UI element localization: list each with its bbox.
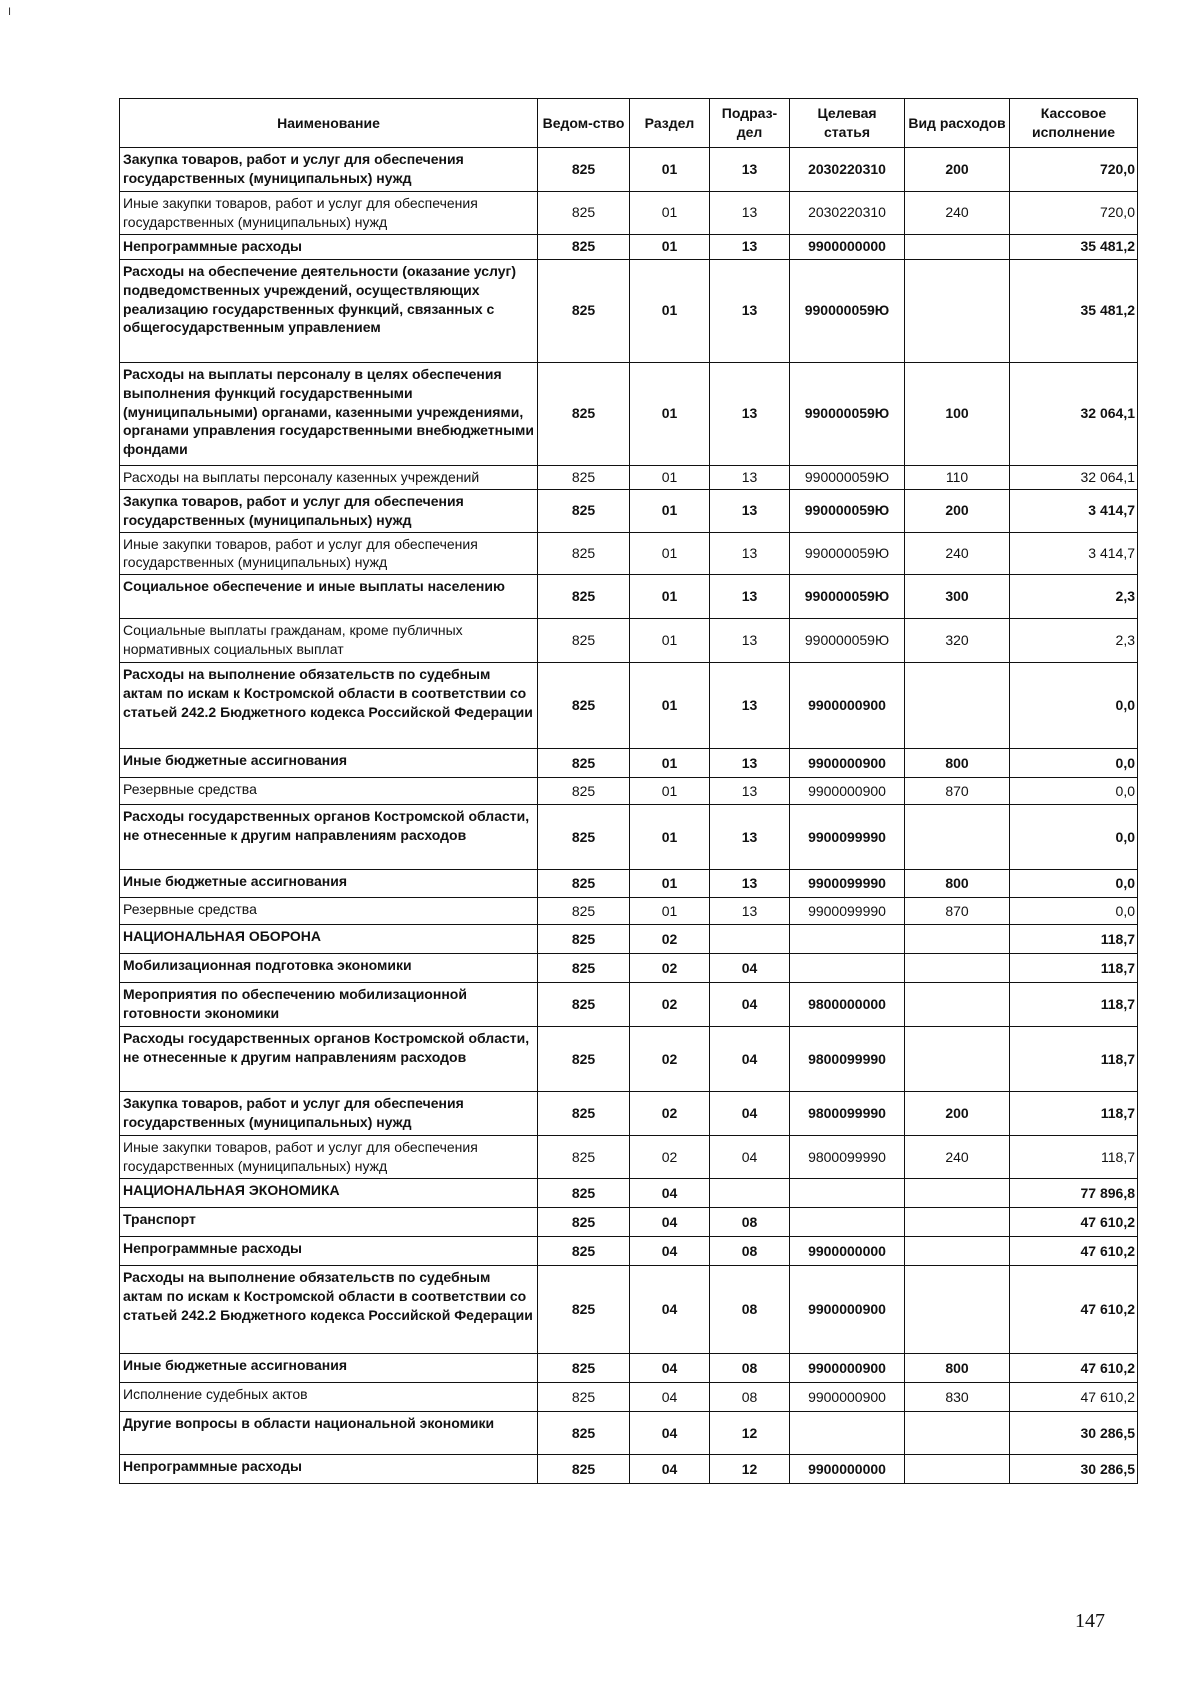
- cell-dept: 825: [538, 575, 630, 619]
- cell-dept: 825: [538, 898, 630, 925]
- cell-kind: 830: [905, 1383, 1010, 1412]
- cell-cash: 47 610,2: [1010, 1208, 1138, 1237]
- cell-kind: 870: [905, 898, 1010, 925]
- cell-section: 01: [630, 259, 710, 362]
- cell-kind: [905, 234, 1010, 259]
- cell-cash: 720,0: [1010, 148, 1138, 192]
- header-target: Целевая статья: [790, 99, 905, 148]
- cell-section: 04: [630, 1412, 710, 1455]
- cell-dept: 825: [538, 954, 630, 983]
- cell-dept: 825: [538, 259, 630, 362]
- table-row: [120, 1412, 1138, 1455]
- cell-cash: 0,0: [1010, 778, 1138, 805]
- cell-cash: 30 286,5: [1010, 1455, 1138, 1484]
- cell-dept: 825: [538, 489, 630, 532]
- cell-subsection: 13: [710, 619, 790, 663]
- cell-dept: 825: [538, 1383, 630, 1412]
- cell-section: 01: [630, 575, 710, 619]
- cell-kind: 300: [905, 575, 1010, 619]
- table-row: [120, 1208, 1138, 1237]
- cell-subsection: 13: [710, 362, 790, 465]
- table-row: [120, 805, 1138, 870]
- cell-target: 9800099990: [790, 1136, 905, 1179]
- cell-dept: 825: [538, 1237, 630, 1266]
- cell-section: 01: [630, 465, 710, 489]
- cell-kind: [905, 1412, 1010, 1455]
- cell-target: 9900000900: [790, 1354, 905, 1383]
- cell-subsection: 13: [710, 465, 790, 489]
- cell-section: 01: [630, 870, 710, 898]
- cell-kind: [905, 1266, 1010, 1354]
- cell-target: 990000059Ю: [790, 489, 905, 532]
- cell-section: 04: [630, 1455, 710, 1484]
- cell-target: [790, 925, 905, 954]
- cell-name: Закупка товаров, работ и услуг для обеспечения государственных (муниципальных) нужд: [120, 489, 538, 532]
- cell-cash: 0,0: [1010, 870, 1138, 898]
- cell-target: 9900000900: [790, 1266, 905, 1354]
- cell-subsection: 08: [710, 1237, 790, 1266]
- cell-cash: 2,3: [1010, 619, 1138, 663]
- cell-name: Иные бюджетные ассигнования: [120, 870, 538, 898]
- cell-name: Расходы на выплаты персоналу казенных учреждений: [120, 465, 538, 489]
- cell-target: [790, 1208, 905, 1237]
- cell-section: 02: [630, 1027, 710, 1092]
- cell-dept: 825: [538, 1412, 630, 1455]
- cell-cash: 0,0: [1010, 749, 1138, 778]
- cell-kind: [905, 925, 1010, 954]
- table-row: [120, 192, 1138, 235]
- table-row: [120, 532, 1138, 575]
- cell-target: 9900099990: [790, 805, 905, 870]
- cell-cash: 0,0: [1010, 805, 1138, 870]
- cell-target: 9900000900: [790, 1383, 905, 1412]
- cell-section: 04: [630, 1383, 710, 1412]
- cell-section: 04: [630, 1237, 710, 1266]
- header-kind: Вид расходов: [905, 99, 1010, 148]
- cell-cash: 3 414,7: [1010, 489, 1138, 532]
- cell-kind: 800: [905, 749, 1010, 778]
- cell-target: 9900000900: [790, 778, 905, 805]
- cell-target: 2030220310: [790, 148, 905, 192]
- cell-section: 01: [630, 778, 710, 805]
- cell-dept: 825: [538, 148, 630, 192]
- cell-cash: 118,7: [1010, 925, 1138, 954]
- cell-dept: 825: [538, 1266, 630, 1354]
- cell-target: 9900099990: [790, 898, 905, 925]
- cell-subsection: 13: [710, 805, 790, 870]
- table-row: [120, 1136, 1138, 1179]
- table-row: [120, 1027, 1138, 1092]
- cell-section: 02: [630, 954, 710, 983]
- cell-name: НАЦИОНАЛЬНАЯ ЭКОНОМИКА: [120, 1179, 538, 1208]
- cell-subsection: [710, 1179, 790, 1208]
- cell-cash: 47 610,2: [1010, 1383, 1138, 1412]
- cell-name: Другие вопросы в области национальной экономики: [120, 1412, 538, 1455]
- cell-kind: [905, 259, 1010, 362]
- cell-subsection: 04: [710, 1027, 790, 1092]
- cell-target: 9800000000: [790, 983, 905, 1027]
- table-row: [120, 148, 1138, 192]
- cell-target: 9800099990: [790, 1027, 905, 1092]
- cell-target: 990000059Ю: [790, 362, 905, 465]
- table-row: [120, 619, 1138, 663]
- cell-kind: [905, 663, 1010, 749]
- cell-subsection: 13: [710, 663, 790, 749]
- cell-section: 01: [630, 148, 710, 192]
- cell-name: Непрограммные расходы: [120, 1237, 538, 1266]
- cell-section: 02: [630, 925, 710, 954]
- cell-cash: 30 286,5: [1010, 1412, 1138, 1455]
- cell-cash: 0,0: [1010, 898, 1138, 925]
- cell-target: [790, 1412, 905, 1455]
- table-row: [120, 898, 1138, 925]
- cell-dept: 825: [538, 192, 630, 235]
- cell-cash: 0,0: [1010, 663, 1138, 749]
- cell-name: Транспорт: [120, 1208, 538, 1237]
- cell-cash: 118,7: [1010, 954, 1138, 983]
- cell-subsection: 13: [710, 778, 790, 805]
- cell-target: 9900000000: [790, 1237, 905, 1266]
- cell-subsection: 12: [710, 1412, 790, 1455]
- cell-target: 9900000900: [790, 749, 905, 778]
- cell-dept: 825: [538, 778, 630, 805]
- cell-subsection: 04: [710, 954, 790, 983]
- table-row: [120, 489, 1138, 532]
- cell-subsection: 13: [710, 898, 790, 925]
- cell-kind: 800: [905, 1354, 1010, 1383]
- cell-name: Иные закупки товаров, работ и услуг для обеспечения государственных (муниципальных) нужд: [120, 192, 538, 235]
- table-row: [120, 1383, 1138, 1412]
- cell-kind: 320: [905, 619, 1010, 663]
- cell-dept: 825: [538, 465, 630, 489]
- cell-section: 04: [630, 1208, 710, 1237]
- cell-name: Расходы на выплаты персоналу в целях обеспечения выполнения функций государственными (муниципальными) органами, казенными учреждениями, органами управления государственными внебюджетными фондами: [120, 362, 538, 465]
- cell-cash: 35 481,2: [1010, 234, 1138, 259]
- cell-subsection: 08: [710, 1266, 790, 1354]
- cell-dept: 825: [538, 1092, 630, 1136]
- cell-cash: 3 414,7: [1010, 532, 1138, 575]
- cell-target: 9900000000: [790, 1455, 905, 1484]
- cell-subsection: 08: [710, 1383, 790, 1412]
- cell-dept: 825: [538, 1354, 630, 1383]
- cell-subsection: 13: [710, 749, 790, 778]
- cell-target: 9900000900: [790, 663, 905, 749]
- cell-dept: 825: [538, 1027, 630, 1092]
- cell-dept: 825: [538, 1136, 630, 1179]
- cell-target: 990000059Ю: [790, 575, 905, 619]
- table-row: [120, 259, 1138, 362]
- cell-kind: [905, 1179, 1010, 1208]
- cell-dept: 825: [538, 1208, 630, 1237]
- cell-name: Расходы на обеспечение деятельности (оказание услуг) подведомственных учреждений, осуществляющих реализацию государственных функций, связанных с общегосударственным управлением: [120, 259, 538, 362]
- cell-cash: 118,7: [1010, 1136, 1138, 1179]
- cell-target: 9900099990: [790, 870, 905, 898]
- cell-section: 01: [630, 898, 710, 925]
- cell-dept: 825: [538, 1455, 630, 1484]
- cell-section: 04: [630, 1266, 710, 1354]
- cell-name: Непрограммные расходы: [120, 1455, 538, 1484]
- cell-target: 990000059Ю: [790, 532, 905, 575]
- cell-subsection: 13: [710, 532, 790, 575]
- cell-section: 01: [630, 805, 710, 870]
- cell-subsection: [710, 925, 790, 954]
- table-row: [120, 465, 1138, 489]
- table-row: [120, 778, 1138, 805]
- cell-section: 01: [630, 192, 710, 235]
- cell-name: Резервные средства: [120, 898, 538, 925]
- cell-cash: 720,0: [1010, 192, 1138, 235]
- cell-name: НАЦИОНАЛЬНАЯ ОБОРОНА: [120, 925, 538, 954]
- cell-dept: 825: [538, 870, 630, 898]
- cell-dept: 825: [538, 1179, 630, 1208]
- cell-name: Исполнение судебных актов: [120, 1383, 538, 1412]
- table-row: [120, 234, 1138, 259]
- cell-kind: 870: [905, 778, 1010, 805]
- cell-dept: 825: [538, 805, 630, 870]
- scan-mark: I: [8, 6, 12, 18]
- table-row: [120, 1237, 1138, 1266]
- cell-section: 02: [630, 1136, 710, 1179]
- cell-section: 01: [630, 663, 710, 749]
- table-row: [120, 925, 1138, 954]
- cell-kind: 800: [905, 870, 1010, 898]
- cell-target: 990000059Ю: [790, 259, 905, 362]
- cell-subsection: 04: [710, 1136, 790, 1179]
- table-row: [120, 1266, 1138, 1354]
- table-body: [120, 148, 1138, 1484]
- cell-section: 02: [630, 983, 710, 1027]
- header-cash: Кассовое исполнение: [1010, 99, 1138, 148]
- table-header-row: [120, 99, 1138, 148]
- cell-kind: [905, 805, 1010, 870]
- cell-name: Расходы на выполнение обязательств по судебным актам по искам к Костромской области в соответствии со статьей 242.2 Бюджетного кодекса Российской Федерации: [120, 663, 538, 749]
- cell-kind: [905, 1455, 1010, 1484]
- cell-subsection: 13: [710, 259, 790, 362]
- header-dept: Ведом-ство: [538, 99, 630, 148]
- header-subsection: Подраз-дел: [710, 99, 790, 148]
- cell-name: Мероприятия по обеспечению мобилизационной готовности экономики: [120, 983, 538, 1027]
- table-row: [120, 870, 1138, 898]
- cell-kind: 110: [905, 465, 1010, 489]
- cell-kind: [905, 983, 1010, 1027]
- cell-cash: 118,7: [1010, 983, 1138, 1027]
- cell-subsection: 12: [710, 1455, 790, 1484]
- table-row: [120, 1455, 1138, 1484]
- table-row: [120, 1179, 1138, 1208]
- cell-dept: 825: [538, 749, 630, 778]
- cell-section: 01: [630, 619, 710, 663]
- cell-cash: 32 064,1: [1010, 465, 1138, 489]
- cell-dept: 825: [538, 619, 630, 663]
- cell-name: Расходы государственных органов Костромской области, не отнесенные к другим направлениям расходов: [120, 1027, 538, 1092]
- table-row: [120, 362, 1138, 465]
- cell-name: Закупка товаров, работ и услуг для обеспечения государственных (муниципальных) нужд: [120, 1092, 538, 1136]
- cell-cash: 47 610,2: [1010, 1266, 1138, 1354]
- cell-subsection: 08: [710, 1354, 790, 1383]
- cell-name: Расходы государственных органов Костромской области, не отнесенные к другим направлениям расходов: [120, 805, 538, 870]
- table-row: [120, 983, 1138, 1027]
- cell-target: [790, 954, 905, 983]
- cell-dept: 825: [538, 983, 630, 1027]
- cell-subsection: 13: [710, 489, 790, 532]
- cell-target: 990000059Ю: [790, 465, 905, 489]
- cell-name: Закупка товаров, работ и услуг для обеспечения государственных (муниципальных) нужд: [120, 148, 538, 192]
- budget-execution-table: [119, 98, 1138, 1484]
- cell-target: 9800099990: [790, 1092, 905, 1136]
- cell-name: Иные бюджетные ассигнования: [120, 1354, 538, 1383]
- table-row: [120, 1354, 1138, 1383]
- cell-dept: 825: [538, 362, 630, 465]
- cell-section: 01: [630, 489, 710, 532]
- cell-subsection: 13: [710, 870, 790, 898]
- cell-subsection: 13: [710, 192, 790, 235]
- cell-name: Резервные средства: [120, 778, 538, 805]
- cell-dept: 825: [538, 663, 630, 749]
- cell-subsection: 13: [710, 575, 790, 619]
- cell-kind: 200: [905, 1092, 1010, 1136]
- header-section: Раздел: [630, 99, 710, 148]
- cell-name: Социальные выплаты гражданам, кроме публичных нормативных социальных выплат: [120, 619, 538, 663]
- cell-kind: 200: [905, 148, 1010, 192]
- cell-section: 01: [630, 532, 710, 575]
- cell-name: Расходы на выполнение обязательств по судебным актам по искам к Костромской области в соответствии со статьей 242.2 Бюджетного кодекса Российской Федерации: [120, 1266, 538, 1354]
- table-row: [120, 1092, 1138, 1136]
- cell-cash: 47 610,2: [1010, 1354, 1138, 1383]
- cell-section: 01: [630, 234, 710, 259]
- cell-cash: 47 610,2: [1010, 1237, 1138, 1266]
- cell-subsection: 04: [710, 1092, 790, 1136]
- cell-kind: 200: [905, 489, 1010, 532]
- cell-kind: [905, 1237, 1010, 1266]
- cell-kind: [905, 1027, 1010, 1092]
- cell-cash: 118,7: [1010, 1027, 1138, 1092]
- cell-target: [790, 1179, 905, 1208]
- cell-dept: 825: [538, 234, 630, 259]
- page-number: 147: [1075, 1610, 1105, 1632]
- cell-name: Непрограммные расходы: [120, 234, 538, 259]
- table-row: [120, 663, 1138, 749]
- cell-section: 01: [630, 362, 710, 465]
- cell-name: Иные бюджетные ассигнования: [120, 749, 538, 778]
- cell-cash: 118,7: [1010, 1092, 1138, 1136]
- table-row: [120, 749, 1138, 778]
- cell-cash: 32 064,1: [1010, 362, 1138, 465]
- cell-name: Мобилизационная подготовка экономики: [120, 954, 538, 983]
- cell-name: Социальное обеспечение и иные выплаты населению: [120, 575, 538, 619]
- cell-subsection: 13: [710, 234, 790, 259]
- header-name: Наименование: [120, 99, 538, 148]
- cell-target: 2030220310: [790, 192, 905, 235]
- cell-section: 02: [630, 1092, 710, 1136]
- cell-kind: 240: [905, 532, 1010, 575]
- cell-kind: 240: [905, 192, 1010, 235]
- cell-subsection: 13: [710, 148, 790, 192]
- cell-cash: 77 896,8: [1010, 1179, 1138, 1208]
- table-row: [120, 575, 1138, 619]
- cell-kind: [905, 1208, 1010, 1237]
- cell-dept: 825: [538, 532, 630, 575]
- cell-subsection: 04: [710, 983, 790, 1027]
- cell-dept: 825: [538, 925, 630, 954]
- cell-kind: [905, 954, 1010, 983]
- cell-subsection: 08: [710, 1208, 790, 1237]
- cell-kind: 100: [905, 362, 1010, 465]
- cell-cash: 2,3: [1010, 575, 1138, 619]
- cell-kind: 240: [905, 1136, 1010, 1179]
- cell-name: Иные закупки товаров, работ и услуг для обеспечения государственных (муниципальных) нужд: [120, 532, 538, 575]
- cell-section: 04: [630, 1354, 710, 1383]
- cell-section: 04: [630, 1179, 710, 1208]
- cell-target: 990000059Ю: [790, 619, 905, 663]
- cell-target: 9900000000: [790, 234, 905, 259]
- cell-name: Иные закупки товаров, работ и услуг для обеспечения государственных (муниципальных) нужд: [120, 1136, 538, 1179]
- cell-cash: 35 481,2: [1010, 259, 1138, 362]
- table-row: [120, 954, 1138, 983]
- cell-section: 01: [630, 749, 710, 778]
